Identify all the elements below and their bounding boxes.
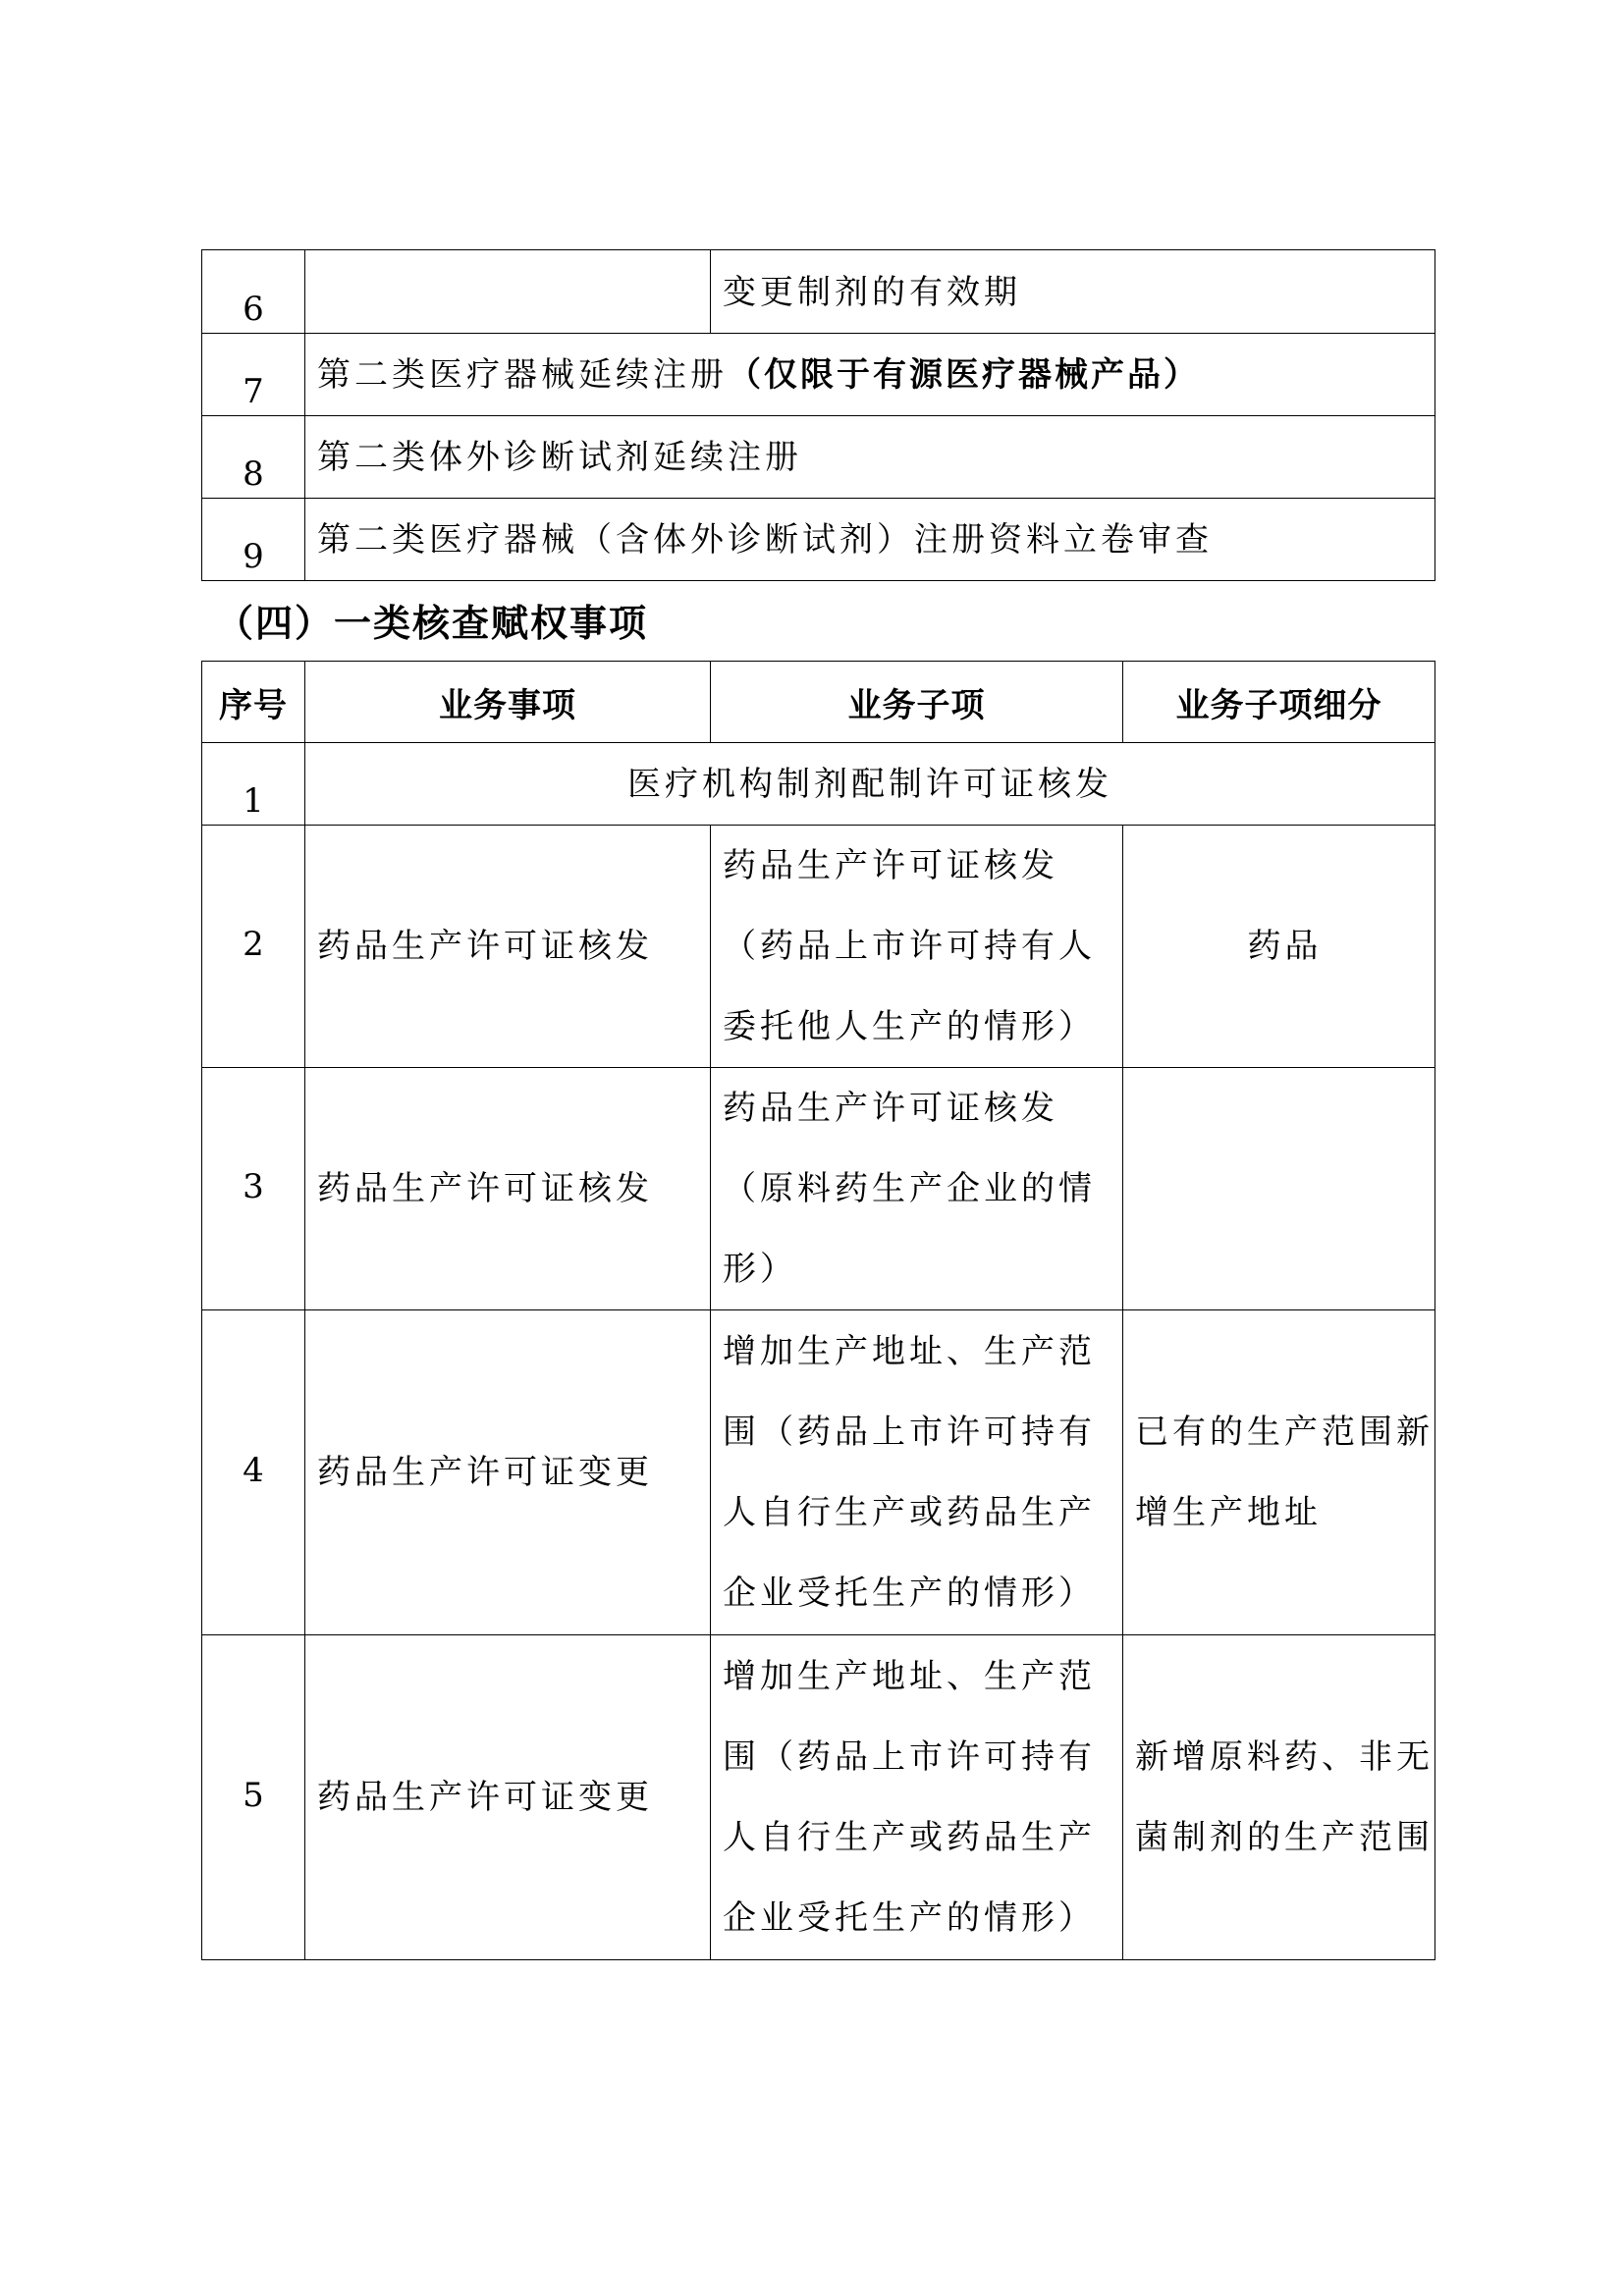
row-number: 3 (202, 1068, 305, 1310)
row-item: 第二类医疗器械（含体外诊断试剂）注册资料立卷审查 (305, 499, 1435, 581)
row-number: 7 (202, 334, 305, 416)
row-item (305, 334, 1435, 416)
header-number: 序号 (202, 662, 305, 743)
continued-table (201, 249, 1435, 581)
authorization-table (201, 661, 1435, 1960)
row-item-text: 第二类医疗器械延续注册 (317, 355, 728, 395)
table-header-row (202, 662, 1435, 743)
table-row (202, 1310, 1435, 1635)
table-row (202, 334, 1435, 416)
row-detail: 药品 (1123, 826, 1435, 1068)
row-merged-item: 医疗机构制剂配制许可证核发 (305, 743, 1435, 826)
row-number: 1 (202, 743, 305, 826)
row-number: 6 (202, 250, 305, 334)
row-item: 药品生产许可证核发 (305, 1068, 711, 1310)
table-row (202, 416, 1435, 499)
row-number: 5 (202, 1635, 305, 1960)
row-number: 8 (202, 416, 305, 499)
table-row (202, 743, 1435, 826)
row-number: 2 (202, 826, 305, 1068)
row-item: 药品生产许可证变更 (305, 1310, 711, 1635)
row-item-note: （仅限于有源医疗器械产品） (728, 355, 1200, 395)
header-subitem: 业务子项 (711, 662, 1123, 743)
row-item (305, 250, 711, 334)
table-row (202, 826, 1435, 1068)
table-row (202, 1635, 1435, 1960)
table-row (202, 250, 1435, 334)
header-item: 业务事项 (305, 662, 711, 743)
row-subitem: 变更制剂的有效期 (711, 250, 1435, 334)
row-item: 药品生产许可证变更 (305, 1635, 711, 1960)
row-number: 4 (202, 1310, 305, 1635)
row-subitem: 增加生产地址、生产范围（药品上市许可持有人自行生产或药品生产企业受托生产的情形） (711, 1310, 1123, 1635)
row-item: 第二类体外诊断试剂延续注册 (305, 416, 1435, 499)
row-detail: 已有的生产范围新增生产地址 (1123, 1310, 1435, 1635)
header-detail: 业务子项细分 (1123, 662, 1435, 743)
table-row (202, 1068, 1435, 1310)
row-subitem: 药品生产许可证核发（药品上市许可持有人委托他人生产的情形） (711, 826, 1123, 1068)
row-item: 药品生产许可证核发 (305, 826, 711, 1068)
row-number: 9 (202, 499, 305, 581)
table-row (202, 499, 1435, 581)
row-subitem: 增加生产地址、生产范围（药品上市许可持有人自行生产或药品生产企业受托生产的情形） (711, 1635, 1123, 1960)
row-detail: 新增原料药、非无菌制剂的生产范围 (1123, 1635, 1435, 1960)
section-title: （四）一类核查赋权事项 (216, 602, 649, 645)
row-detail (1123, 1068, 1435, 1310)
row-subitem: 药品生产许可证核发（原料药生产企业的情形） (711, 1068, 1123, 1310)
